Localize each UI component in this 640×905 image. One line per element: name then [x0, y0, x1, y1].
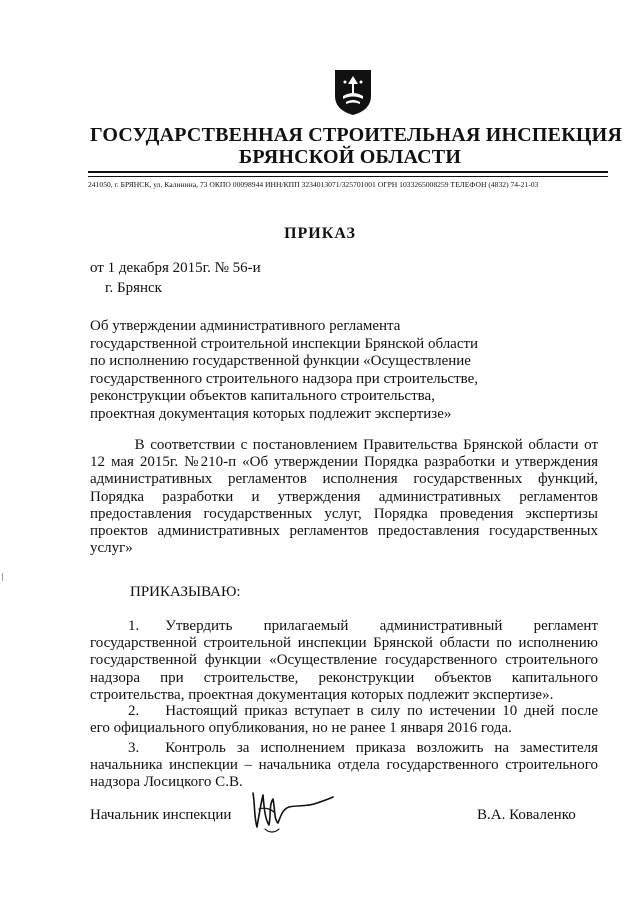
- order-item-line: Контроль за исполнением приказа возложить на заместителя: [165, 740, 598, 756]
- order-item-line: надзора при строительстве, реконструкции объектов капитального: [90, 669, 598, 686]
- subject-line: государственного строительного надзора при строительстве,: [90, 370, 479, 387]
- preamble-line: услуг»: [90, 540, 133, 557]
- preamble-line: административных регламентов исполнения государственных функций,: [90, 471, 598, 488]
- order-item-line: государственной строительной инспекции Брянской области по исполнению: [90, 635, 598, 652]
- document-city: г. Брянск: [105, 280, 162, 296]
- order-item-line: Утвердить прилагаемый административный регламент: [165, 618, 598, 634]
- organization-address: 241050, г. БРЯНСК, ул. Калинина, 73 ОКПО 00098944 ИНН/КПП 3234013071/325701001 ОГРН 1033265008259 ТЕЛЕФОН (4832) 74-21-03: [88, 180, 539, 189]
- subject-line: Об утверждении административного регламента: [90, 318, 401, 334]
- order-item-2: [90, 703, 598, 737]
- signer-position: Начальник инспекции: [90, 807, 232, 823]
- document-date-number: от 1 декабря 2015г. № 56-и: [90, 260, 261, 276]
- header-rule-thick: [88, 171, 608, 173]
- order-item-number: 1.: [128, 618, 140, 634]
- order-item-first-line: [90, 740, 598, 757]
- signature-icon: [245, 785, 335, 840]
- order-word: ПРИКАЗЫВАЮ:: [130, 584, 241, 600]
- signer-name: В.А. Коваленко: [477, 807, 576, 823]
- preamble-paragraph: [90, 437, 598, 557]
- order-item-line: государственной функции «Осуществление государственного строительного: [90, 652, 598, 669]
- order-item-line: его официального опубликования, но не ранее 1 января 2016 года.: [90, 720, 512, 737]
- order-item-first-line: [90, 618, 598, 635]
- order-item-line: строительства, проектная документация которых подлежит экспертизе».: [90, 686, 554, 703]
- coat-of-arms-icon: [333, 66, 373, 116]
- preamble-line: проектов административных регламентов предоставления государственных: [90, 523, 598, 540]
- document-title: ПРИКАЗ: [284, 225, 356, 242]
- order-item-line: начальника инспекции – начальника отдела государственного строительного: [90, 757, 598, 774]
- order-item-number: 3.: [128, 740, 140, 756]
- document-subject: [90, 318, 530, 423]
- subject-line: реконструкции объектов капитального строительства,: [90, 388, 435, 404]
- preamble-line: В соответствии с постановлением Правительства Брянской области от: [90, 437, 598, 453]
- order-item-3: [90, 740, 598, 792]
- preamble-line: 12 мая 2015г. №210-п «Об утверждении Порядка разработки и утверждения: [90, 454, 598, 471]
- subject-line: проектная документация которых подлежит экспертизе»: [90, 405, 452, 422]
- organization-name-line1: ГОСУДАРСТВЕННАЯ СТРОИТЕЛЬНАЯ ИНСПЕКЦИЯ: [90, 124, 623, 146]
- order-item-first-line: [90, 703, 598, 720]
- order-item-line: надзора Лосицкого С.В.: [90, 774, 243, 791]
- order-item-line: Настоящий приказ вступает в силу по истечении 10 дней после: [165, 703, 598, 719]
- preamble-line: предоставления государственных услуг, Порядка проведения экспертизы: [90, 505, 598, 522]
- order-item-1: [90, 618, 598, 704]
- margin-mark: [2, 573, 3, 581]
- subject-line: по исполнению государственной функции «Осуществление: [90, 353, 471, 369]
- subject-line: государственной строительной инспекции Брянской области: [90, 335, 479, 352]
- header-rule-thin: [88, 176, 608, 177]
- organization-name-line2: БРЯНСКОЙ ОБЛАСТИ: [238, 146, 462, 168]
- order-item-number: 2.: [128, 703, 140, 719]
- preamble-line: Порядка разработки и утверждения административных регламентов: [90, 488, 598, 505]
